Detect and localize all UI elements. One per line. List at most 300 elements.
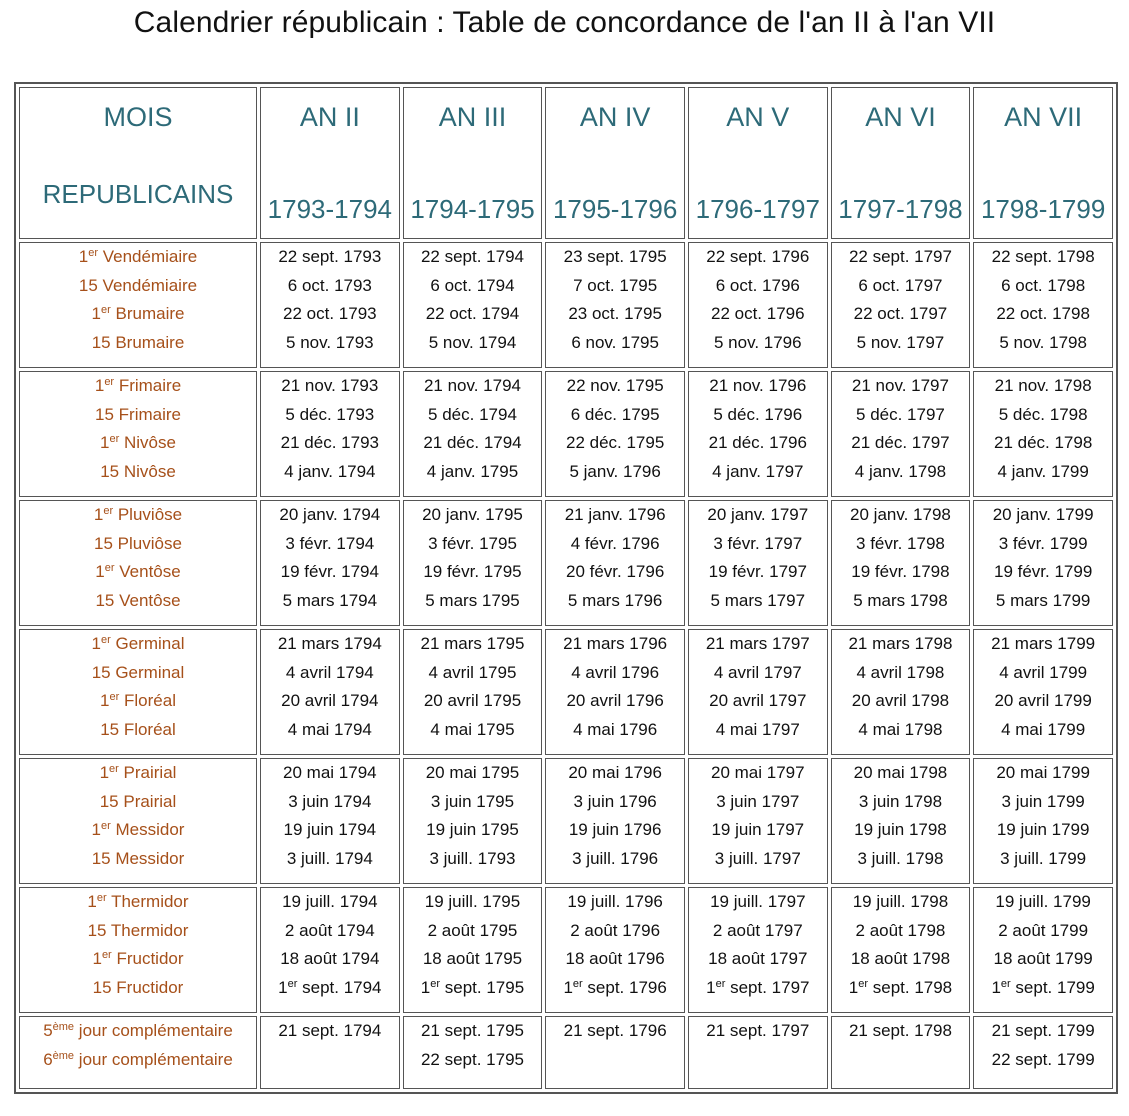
entry-text: 4 mai 1798 [858,720,943,740]
date-entry [404,630,542,659]
date-entry [546,659,684,688]
date-entry [404,759,542,788]
year-label: AN V [726,102,790,132]
entry-text: 4 mai 1794 [287,720,372,740]
date-entry [689,458,827,487]
ordinal-number: 1 [78,247,89,266]
entry-text: 19 juin 1796 [568,820,662,840]
date-entry [261,501,399,530]
ordinal-number: 1 [563,978,573,998]
mois-cell [19,371,257,497]
date-entry [546,558,684,587]
entry-text: jour complémentaire [74,1049,233,1069]
entry-text: 3 juill. 1796 [572,849,659,869]
date-entry [546,530,684,559]
date-cell [973,1016,1113,1089]
date-entry [546,845,684,874]
date-entry [546,300,684,329]
date-cell [260,1016,400,1089]
mois-entry [20,974,256,1003]
date-entry [404,530,542,559]
entry-text: sept. 1797 [725,978,810,998]
date-entry [689,329,827,358]
date-entry [261,272,399,301]
entry-text: 21 nov. 1797 [851,376,949,395]
table-body [19,242,1113,1089]
date-cell [545,758,685,884]
date-cell [260,758,400,884]
date-entry [974,458,1112,487]
date-entry [404,272,542,301]
date-entry [689,759,827,788]
year-range: 1794-1795 [410,194,535,224]
entry-text: 4 avril 1798 [856,662,945,682]
entry-text: 3 févr. 1794 [285,533,375,553]
date-entry [974,558,1112,587]
date-entry [404,401,542,430]
date-entry [261,458,399,487]
entry-text: 4 avril 1796 [571,662,660,682]
entry-text: 19 juill. 1798 [852,892,949,911]
entry-text: 5 nov. 1796 [714,333,802,353]
entry-text: 22 sept. 1793 [278,247,382,266]
date-cell [688,242,828,368]
entry-text: 4 mai 1796 [573,720,658,740]
date-entry [261,630,399,659]
date-entry [546,974,684,1003]
entry-text: 15 Fructidor [92,978,184,998]
entry-text: 3 juin 1798 [858,791,943,811]
entry-text: 19 juin 1797 [711,820,805,840]
ordinal-suffix: er [109,433,120,446]
date-entry [546,272,684,301]
entry-text: 21 janv. 1796 [564,505,666,524]
table-row [19,1016,1113,1089]
entry-text: 19 juin 1794 [283,820,377,840]
ordinal-number: 1 [706,978,716,998]
date-entry [974,945,1112,974]
mois-entry [20,243,256,272]
entry-text: 5 nov. 1793 [286,333,374,353]
mois-entry [20,458,256,487]
date-entry [974,888,1112,917]
entry-text: 21 nov. 1794 [423,376,521,395]
date-cell [260,887,400,1013]
entry-text: 22 sept. 1794 [420,247,524,266]
entry-text: 19 févr. 1798 [851,562,950,582]
entry-text: 21 mars 1796 [563,634,668,653]
ordinal-suffix: er [572,978,583,991]
ordinal-suffix: er [104,376,115,388]
date-cell [973,371,1113,497]
year-label: AN IV [579,102,651,132]
entry-text: 5 mars 1794 [282,591,378,611]
entry-text: 15 Nivôse [100,462,176,482]
entry-text: 5 nov. 1798 [999,333,1087,353]
entry-text: sept. 1798 [868,978,953,998]
entry-text: 3 juill. 1797 [714,849,801,869]
entry-text: Thermidor [106,892,189,911]
mois-entry [20,429,256,458]
date-entry [261,716,399,745]
mois-entry [20,759,256,788]
header-mois-label: MOIS [103,102,173,132]
entry-text: 21 déc. 1793 [280,433,379,453]
date-cell [403,1016,543,1089]
concordance-table [14,82,1118,1094]
date-entry [546,630,684,659]
entry-text: 7 oct. 1795 [573,275,658,295]
date-entry [832,300,970,329]
entry-text: 20 févr. 1796 [565,562,665,582]
date-entry [832,429,970,458]
entry-text: 21 mars 1798 [848,634,953,653]
entry-text: 15 Brumaire [91,333,185,353]
entry-text: 18 août 1795 [422,949,523,969]
entry-text: Frimaire [114,376,182,395]
entry-text: 3 juin 1799 [1001,791,1085,811]
date-entry [974,587,1112,616]
entry-text: 22 sept. 1798 [991,247,1095,266]
ordinal-number: 1 [100,691,110,711]
date-entry [261,329,399,358]
table-row [19,629,1113,755]
date-cell [545,887,685,1013]
entry-text: 20 janv. 1797 [707,505,809,524]
ordinal-number: 1 [91,820,101,840]
date-entry [832,816,970,845]
mois-entry [20,1046,256,1075]
date-entry [689,917,827,946]
date-cell [260,500,400,626]
date-entry [832,759,970,788]
date-entry [689,945,827,974]
date-cell [260,371,400,497]
table-row [19,887,1113,1013]
entry-text: 19 févr. 1797 [708,562,807,582]
entry-text: 6 déc. 1795 [570,404,660,424]
entry-text: 3 juill. 1799 [1000,849,1087,869]
mois-entry [20,272,256,301]
entry-text: sept. 1799 [1010,978,1095,998]
mois-entry [20,945,256,974]
date-entry [546,458,684,487]
mois-entry [20,372,256,401]
ordinal-number: 1 [420,978,431,998]
entry-text: 3 févr. 1798 [856,533,945,553]
date-cell [260,242,400,368]
date-entry [974,401,1112,430]
mois-entry [20,816,256,845]
table-row [19,242,1113,368]
ordinal-suffix: er [101,304,111,317]
entry-text: 3 févr. 1799 [998,533,1088,553]
year-label: AN VII [1004,102,1083,132]
entry-text: 19 juill. 1799 [995,892,1091,911]
date-entry [689,816,827,845]
ordinal-number: 1 [278,978,288,998]
table-row [19,500,1113,626]
entry-text: 21 sept. 1794 [278,1021,382,1040]
date-entry [404,816,542,845]
entry-text: 5 déc. 1798 [998,404,1088,424]
date-entry [404,1046,542,1075]
entry-text: 4 mai 1797 [715,720,800,740]
date-entry [689,788,827,817]
entry-text: 3 juin 1796 [573,791,657,811]
date-entry [404,788,542,817]
entry-text: 5 janv. 1796 [569,462,661,482]
date-entry [404,558,542,587]
year-range: 1796-1797 [695,194,820,224]
entry-text: 15 Pluviôse [94,533,182,553]
entry-text: 20 avril 1799 [994,691,1092,711]
entry-text: 22 sept. 1796 [706,247,810,266]
date-entry [832,945,970,974]
entry-text: 4 mai 1795 [430,720,515,740]
date-entry [689,558,827,587]
date-cell [831,500,971,626]
year-range: 1793-1794 [267,194,392,224]
table-row [19,371,1113,497]
date-cell [831,1016,971,1089]
entry-text: 20 janv. 1798 [850,505,951,524]
date-cell [260,629,400,755]
date-entry [689,429,827,458]
date-cell [688,887,828,1013]
date-entry [832,530,970,559]
date-cell [403,500,543,626]
date-entry [404,458,542,487]
entry-text: 4 mai 1799 [1001,720,1086,740]
entry-text: 2 août 1794 [284,920,375,940]
date-entry [974,759,1112,788]
ordinal-suffix: er [109,691,120,704]
date-entry [261,401,399,430]
date-entry [261,659,399,688]
header-an-v [688,87,828,239]
date-entry [832,788,970,817]
entry-text: 4 avril 1797 [713,662,802,682]
entry-text: 3 juill. 1794 [286,849,373,869]
date-cell [831,371,971,497]
year-label: AN III [438,102,507,132]
entry-text: 19 juill. 1797 [710,892,806,911]
mois-entry [20,300,256,329]
date-entry [832,687,970,716]
date-entry [974,530,1112,559]
date-cell [688,758,828,884]
date-entry [689,1017,827,1046]
date-entry [261,243,399,272]
date-entry [832,659,970,688]
entry-text: 22 oct. 1798 [996,304,1090,324]
entry-text: Floréal [119,691,176,711]
date-entry [974,716,1112,745]
date-entry [974,917,1112,946]
date-cell [403,371,543,497]
header-row [19,87,1113,239]
entry-text: 15 Frimaire [95,404,181,424]
entry-text: 21 sept. 1795 [420,1021,524,1040]
mois-cell [19,500,257,626]
mois-entry [20,716,256,745]
entry-text: 19 juill. 1794 [282,892,378,911]
date-entry [546,759,684,788]
mois-cell [19,242,257,368]
entry-text: 21 sept. 1797 [706,1021,810,1040]
entry-text: 20 avril 1795 [423,691,522,711]
entry-text: 23 oct. 1795 [568,304,662,324]
entry-text: 3 juill. 1798 [857,849,944,869]
entry-text: 20 mai 1798 [853,763,948,782]
date-entry [974,501,1112,530]
date-entry [689,300,827,329]
page-title: Calendrier républicain : Table de concordance de l'an II à l'an VII [133,6,996,39]
ordinal-suffix: er [104,562,115,575]
date-entry [689,659,827,688]
entry-text: 19 juin 1799 [996,820,1090,840]
date-entry [689,716,827,745]
year-range: 1795-1796 [552,194,678,224]
date-entry [832,558,970,587]
entry-text: sept. 1795 [440,978,525,998]
date-entry [974,243,1112,272]
ordinal-suffix: er [1000,978,1011,991]
date-entry [261,759,399,788]
header-an-vi [831,87,971,239]
entry-text: 21 sept. 1796 [563,1021,667,1040]
entry-text: 19 févr. 1795 [423,562,522,582]
ordinal-suffix: er [101,820,111,833]
header-republicains-label: REPUBLICAINS [42,179,234,209]
mois-entry [20,888,256,917]
date-entry [974,1046,1112,1075]
entry-text: 19 juill. 1795 [424,892,521,911]
entry-text: 20 janv. 1794 [279,505,381,524]
entry-text: 22 nov. 1795 [566,376,664,395]
date-entry [832,917,970,946]
date-entry [404,845,542,874]
date-cell [403,887,543,1013]
header-mois-republicains [19,87,257,239]
entry-text: Prairial [118,763,177,782]
entry-text: 5 mars 1798 [853,591,948,611]
ordinal-number: 1 [91,304,101,324]
date-entry [689,687,827,716]
entry-text: 6 oct. 1793 [287,275,372,295]
entry-text: 5 mars 1797 [710,591,806,611]
entry-text: 22 oct. 1793 [283,304,377,324]
entry-text: 20 mai 1794 [283,763,377,782]
date-cell [688,500,828,626]
year-label: AN II [299,102,360,132]
date-cell [831,242,971,368]
date-cell [973,500,1113,626]
entry-text: 15 Vendémiaire [78,275,198,295]
date-entry [546,687,684,716]
date-entry [689,272,827,301]
date-entry [261,300,399,329]
date-entry [404,429,542,458]
ordinal-number: 1 [991,978,1001,998]
entry-text: 15 Messidor [91,849,185,869]
ordinal-number: 1 [87,892,97,911]
entry-text: Brumaire [110,304,185,324]
date-cell [973,629,1113,755]
date-entry [404,1017,542,1046]
date-entry [689,372,827,401]
entry-text: 21 déc. 1794 [423,433,522,453]
ordinal-suffix: er [103,505,114,517]
date-entry [261,816,399,845]
entry-text: 3 juill. 1793 [429,849,516,869]
entry-text: 6 oct. 1797 [858,275,943,295]
entry-text: 15 Floréal [100,720,176,740]
date-entry [404,945,542,974]
date-entry [974,788,1112,817]
date-cell [403,242,543,368]
ordinal-suffix: er [101,634,111,646]
date-entry [261,687,399,716]
date-entry [689,501,827,530]
entry-text: Ventôse [114,562,181,582]
entry-text: 21 nov. 1796 [709,376,807,395]
date-entry [404,687,542,716]
ordinal-suffix: ème [52,1049,75,1062]
entry-text: 15 Germinal [91,662,185,682]
mois-entry [20,401,256,430]
ordinal-suffix: er [858,978,869,991]
date-entry [689,243,827,272]
entry-text: Germinal [110,634,185,653]
entry-text: 20 avril 1798 [851,691,950,711]
date-entry [974,845,1112,874]
date-entry [832,329,970,358]
date-entry [261,372,399,401]
entry-text: 19 févr. 1799 [993,562,1093,582]
mois-entry [20,501,256,530]
date-entry [689,530,827,559]
entry-text: 21 mars 1797 [705,634,810,653]
entry-text: 4 avril 1794 [285,662,374,682]
date-entry [832,272,970,301]
entry-text: 22 oct. 1797 [853,304,948,324]
mois-entry [20,917,256,946]
ordinal-number: 1 [100,433,110,453]
entry-text: 15 Ventôse [95,591,181,611]
ordinal-number: 1 [91,634,101,653]
date-cell [831,758,971,884]
ordinal-suffix: ème [52,1021,75,1033]
date-entry [404,329,542,358]
date-entry [974,659,1112,688]
mois-cell [19,758,257,884]
date-entry [832,845,970,874]
entry-text: 18 août 1798 [850,949,951,969]
year-range: 1798-1799 [980,194,1106,224]
date-entry [404,659,542,688]
entry-text: 22 sept. 1799 [991,1049,1095,1069]
entry-text: 19 juill. 1796 [567,892,663,911]
entry-text: 4 janv. 1797 [712,462,804,482]
date-cell [831,887,971,1013]
date-entry [974,816,1112,845]
entry-text: 21 déc. 1798 [993,433,1093,453]
table-row [19,758,1113,884]
date-entry [546,372,684,401]
date-entry [261,888,399,917]
